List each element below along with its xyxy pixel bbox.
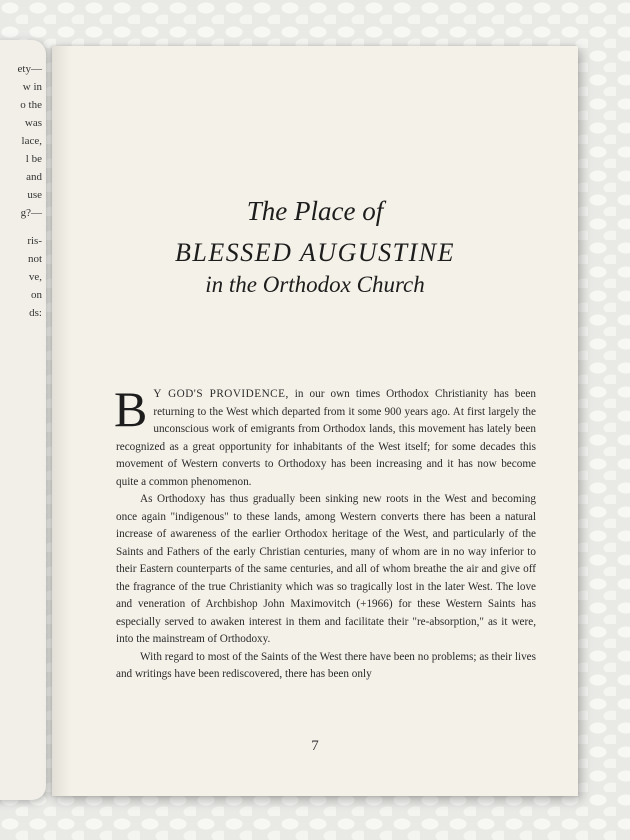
gutter-shadow [52, 46, 70, 796]
paragraph-1 [114, 381, 536, 491]
title-line-2: BLESSED AUGUSTINE [175, 238, 455, 267]
left-page-fragment: ds: [29, 307, 42, 319]
title-line-3: in the Orthodox Church [205, 272, 425, 297]
left-page-fragment: ris- [27, 235, 42, 247]
left-page-fragment: use [27, 189, 42, 201]
book-page [52, 46, 578, 796]
left-page-fragment: w in [22, 81, 42, 93]
left-page-edge [0, 40, 46, 800]
title-line-1: The Place of [246, 196, 384, 226]
left-page-fragment: lace, [21, 135, 42, 147]
page-number: 7 [311, 738, 319, 754]
left-page-fragment: g?— [20, 207, 42, 219]
chapter-body [114, 381, 536, 684]
left-page-fragment: and [26, 171, 42, 183]
paragraph-2: As Orthodoxy has thus gradually been sinking new roots in the West and becoming once again "indigenous" to these lands, among Western converts there has been a natural increase of awareness of the earlier Orthodox heritage of the West, and particularly of the Saints and Fathers of the early Christian centuries, many of whom are in no way inferior to their Eastern counterparts of the same centuries, and all of whom breathe the air and give off the fragrance of the true Christianity which was so tragically lost in the later West. The love and veneration of Archbishop John Maximovitch (+1966) for these Western Saints has especially served to awaken interest in them and facilitate their "re-absorption," as it were, into the mainstream of Orthodoxy. [116, 493, 536, 645]
left-page-fragment: not [27, 253, 42, 265]
left-page-fragment: was [24, 117, 42, 129]
left-page-fragment: ety— [17, 63, 42, 75]
paragraph-1-text: in our own times Orthodox Christianity has been returning to the West which departed from it some 900 years ago. At first largely the unconscious work of emigrants from Orthodox lands, this movement has lately been recognized as a great opportunity for inhabitants of the West itself; for some decades this movement of Western converts to Orthodoxy has been increasing and it has now become quite a common phenomenon. [116, 388, 536, 488]
left-page-fragment: o the [20, 99, 42, 111]
left-page-fragment: l be [25, 153, 42, 165]
lead-in: Y GOD'S PROVIDENCE, [153, 388, 289, 400]
left-page-fragment: on [31, 289, 42, 301]
drop-cap: B [114, 381, 148, 437]
paragraph-3: With regard to most of the Saints of the West there have been no problems; as their lives and writings have been rediscovered, there has been only [116, 650, 536, 680]
left-page-fragment: ve, [28, 271, 42, 283]
